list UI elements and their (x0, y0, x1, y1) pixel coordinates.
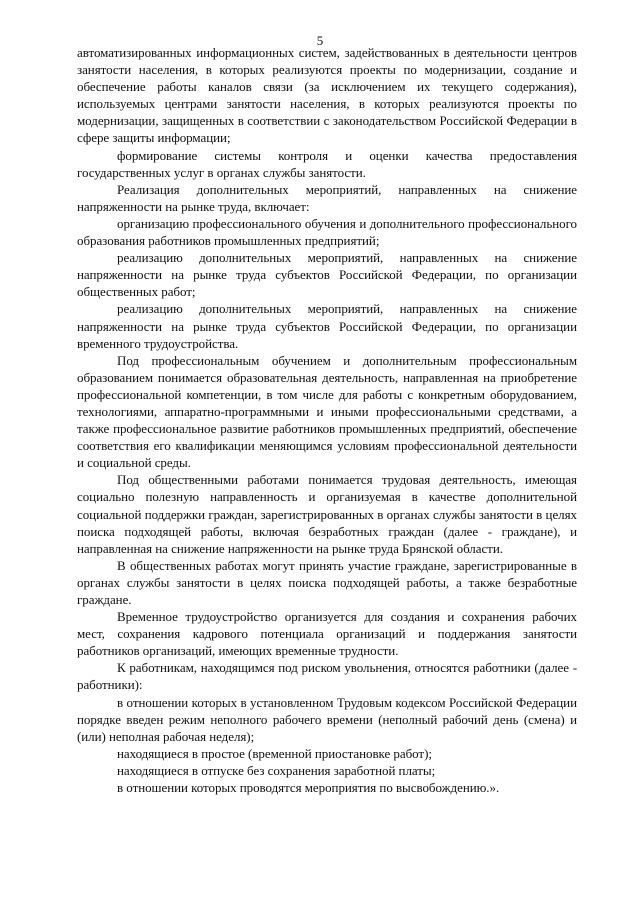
paragraph: формирование системы контроля и оценки качества предоставления государственных услуг в органах службы занятости. (77, 147, 577, 180)
paragraph: Под профессиональным обучением и дополнительным профессиональным образованием понимается образовательная деятельность, направленная на приобретение профессиональной компетенции, в том числе для работы с конкретным оборудованием, технологиями, аппаратно-программными и иными профессиональными средствами, а также профессиональное развитие работников промышленных предприятий, обеспечение соответствия его квалификации меняющимся условиям профессиональной деятельности и социальной среды. (77, 352, 577, 471)
list-item: в отношении которых проводятся мероприятия по высвобождению.». (117, 780, 500, 796)
paragraph: Временное трудоустройство организуется для создания и сохранения рабочих мест, сохранения кадрового потенциала организаций и поддержания занятости работников организаций, имеющих временные трудности. (77, 609, 577, 659)
paragraph: Реализация дополнительных мероприятий, направленных на снижение напряженности на рынке труда, включает: (77, 181, 577, 214)
page-number: 5 (316, 33, 324, 48)
paragraph: Под общественными работами понимается трудовая деятельность, имеющая социально полезную направленность и организуемая в качестве дополнительной социальной поддержки граждан, зарегистрированных в органах службы занятости в целях поиска подходящей работы, включая безработных граждан (далее - граждане), и направленная на снижение напряженности на рынке труда Брянской области. (77, 472, 577, 556)
paragraph: В общественных работах могут принять участие граждане, зарегистрированные в органах службы занятости в целях поиска подходящей работы, а также безработные граждане. (77, 557, 577, 607)
list-item: в отношении которых в установленном Трудовым кодексом Российской Федерации порядке введен режим неполного рабочего времени (неполный рабочий день (смена) и (или) неполная рабочая неделя); (77, 694, 577, 744)
document-body (77, 44, 577, 796)
list-item: реализацию дополнительных мероприятий, направленных на снижение напряженности на рынке труда субъектов Российской Федерации, по организации временного трудоустройства. (77, 301, 577, 351)
list-item: находящиеся в отпуске без сохранения заработной платы; (117, 762, 436, 778)
list-item: находящиеся в простое (временной приостановке работ); (117, 745, 432, 761)
list-item: реализацию дополнительных мероприятий, направленных на снижение напряженности на рынке труда субъектов Российской Федерации, по организации общественных работ; (77, 250, 577, 300)
paragraph: К работникам, находящимся под риском увольнения, относятся работники (далее - работники): (77, 660, 577, 693)
list-item: организацию профессионального обучения и дополнительного профессионального образования работников промышленных предприятий; (77, 215, 577, 249)
paragraph-continuation: автоматизированных информационных систем, задействованных в деятельности центров занятости населения, в которых реализуются проекты по модернизации, создание и обеспечение работы каналов связи (за исключением их текущего содержания), используемых центрами занятости населения, в которых реализуются проекты по модернизации, защищенных в соответствии с законодательством Российской Федерации в сфере защиты информации; (77, 45, 577, 146)
